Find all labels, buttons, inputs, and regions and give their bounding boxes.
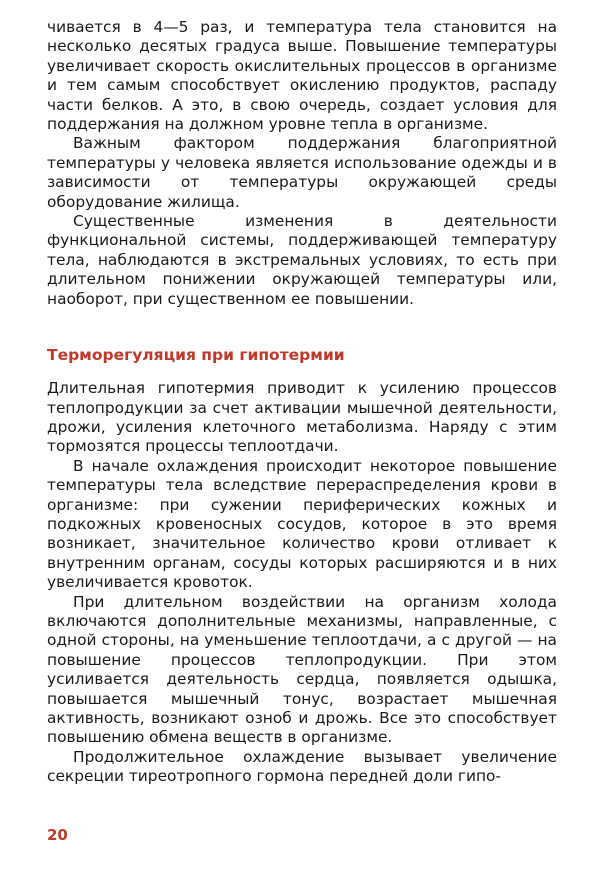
page-number: 20 xyxy=(47,826,68,844)
paragraph-clothing: Важным фактором поддержания благоприятной температуры у человека является использование одежды и в зависимости от температуры окружающей среды оборудование жилища. xyxy=(47,134,557,211)
page-content xyxy=(47,18,557,787)
paragraph-oxidation: чивается в 4—5 раз, и температура тела становится на несколько десятых градуса выше. Повышение температуры увеличивает скорость окислительных процессов в организме и тем самым способствует окислению продуктов, распаду части белков. А это, в свою очередь, создает условия для поддержания на должном уровне тепла в организме. xyxy=(47,18,557,134)
paragraph-hormone-secretion: Продолжительное охлаждение вызывает увеличение секреции тиреотропного гормона передней доли гипо- xyxy=(47,747,557,786)
section-heading-hypothermia: Терморегуляция при гипотермии xyxy=(47,346,345,365)
paragraph-blood-redistribution: В начале охлаждения происходит некоторое повышение температуры тела вследствие перераспределения крови в организме: при сужении периферических кожных и подкожных кровеносных сосудов, которое в это время возникает, значительное количество крови отливает к внутренним органам, сосуды которых расширяются и в них увеличивается кровоток. xyxy=(47,456,557,592)
paragraph-extreme-conditions: Существенные изменения в деятельности функциональной системы, поддерживающей температуру тела, наблюдаются в экстремальных условиях, то есть при длительном понижении окружающей температуры или, наоборот, при существенном ее повышении. xyxy=(47,212,557,308)
paragraph-thermogenesis: Длительная гипотермия приводит к усилению процессов теплопродукции за счет активации мышечной деятельности, дрожи, усиления клеточного метаболизма. Наряду с этим тормозятся процессы теплоотдачи. xyxy=(47,379,557,456)
paragraph-additional-mechanisms: При длительном воздействии на организм холода включаются дополнительные механизмы, направленные, с одной стороны, на уменьшение теплоотдачи, а с другой — на повышение процессов теплопродукции. При этом усиливается деятельность сердца, появляется одышка, повышается мышечный тонус, возрастает мышечная активность, возникают озноб и дрожь. Все это способствует повышению обмена веществ в организме. xyxy=(47,592,557,747)
